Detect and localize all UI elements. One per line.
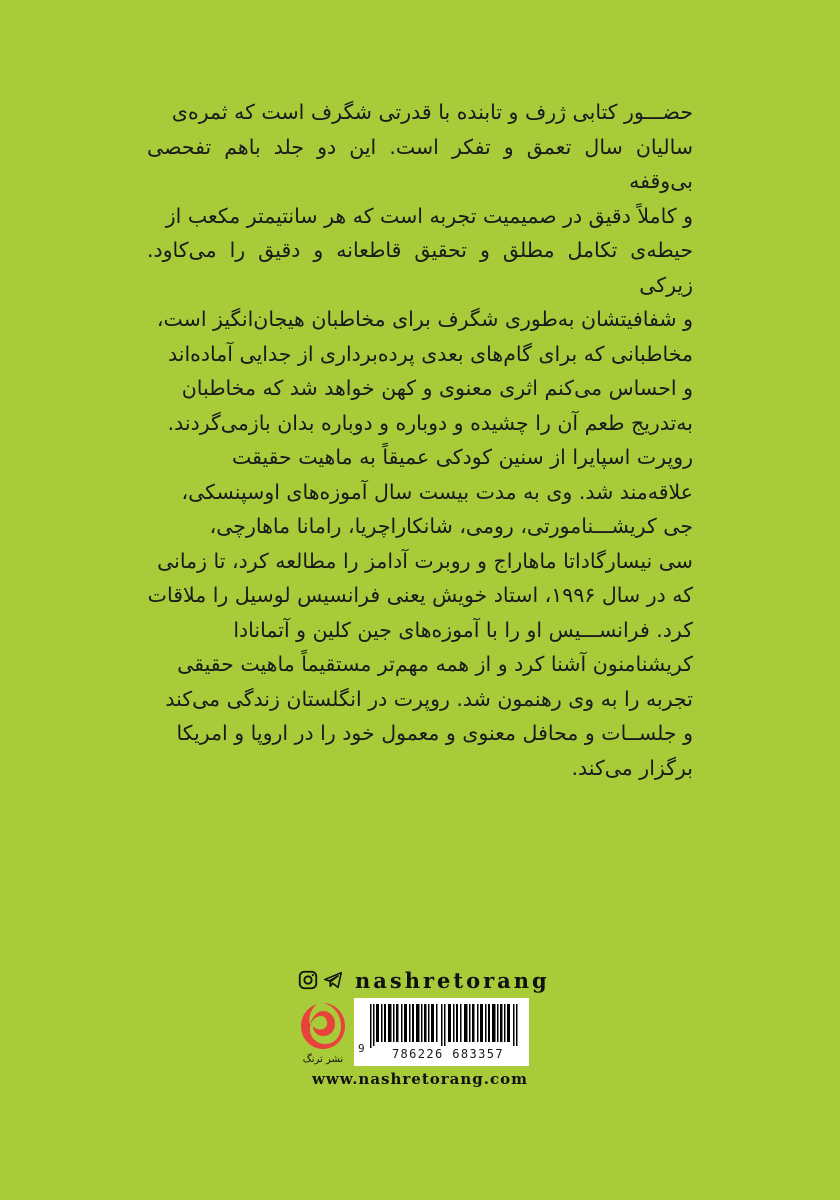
telegram-icon[interactable] — [322, 969, 344, 991]
blurb-line: برگزار می‌کند. — [571, 755, 693, 780]
back-cover-blurb — [147, 95, 693, 785]
publisher-name: نشر ترنگ — [302, 1054, 344, 1065]
blurb-line: کرد. فرانســـیس او را با آموزه‌های جین کلین و آتمانادا — [233, 617, 693, 642]
blurb-line: کریشنامنون آشنا کرد و از همه مهم‌تر مستقیماً ماهیت حقیقی — [177, 652, 693, 676]
blurb-line: علاقه‌مند شد. وی به مدت بیست سال آموزه‌های اوسپنسکی، — [181, 479, 693, 504]
blurb-line: مخاطبانی که برای گام‌های بعدی پرده‌برداری از جدایی آماده‌اند — [168, 341, 693, 366]
isbn-barcode — [354, 998, 529, 1066]
blurb-line: تجربه را به وی رهنمون شد. روپرت در انگلستان زندگی می‌کند — [165, 686, 693, 711]
blurb-line: حیطه‌ی تکامل مطلق و تحقیق قاطعانه و دقیق را می‌کاود. زیرکی — [147, 238, 693, 297]
blurb-line: روپرت اسپایرا از سنین کودکی عمیقاً به ماهیت حقیقت — [232, 445, 693, 469]
instagram-icon[interactable] — [297, 969, 319, 991]
blurb-line: که در سال ۱۹۹۶، استاد خویش یعنی فرانسیس لوسیل را ملاقات — [147, 583, 693, 607]
publisher-logo — [297, 1000, 349, 1068]
social-row — [297, 962, 550, 998]
social-handle: nashretorang — [355, 967, 550, 993]
blurb-line: حضـــور کتابی ژرف و تابنده با قدرتی شگرف است که ثمره‌ی — [171, 100, 693, 124]
barcode-bars — [370, 1004, 520, 1048]
blurb-line: به‌تدریج طعم آن را چشیده و دوباره و دوباره بدان بازمی‌گردند. — [167, 410, 693, 435]
blurb-line: و شفافیتشان به‌طوری شگرف برای مخاطبان هیجان‌انگیز است، — [156, 307, 693, 331]
website-link[interactable]: www.nashretorang.com — [311, 1070, 529, 1088]
isbn-first-digit: 9 — [358, 1042, 365, 1055]
isbn-number: 786226 683357 — [373, 1046, 523, 1062]
blurb-line: سالیان سال تعمق و تفکر است. این دو جلد باهم تفحصی بی‌وقفه — [147, 134, 693, 193]
blurb-line: و کاملاً دقیق در صمیمیت تجربه است که هر سانتیمتر مکعب از — [165, 203, 693, 228]
blurb-line: جی کریشـــنامورتی، رومی، شانکاراچریا، رامانا ماهارچی، — [209, 514, 693, 538]
blurb-line: و احساس می‌کنم اثری معنوی و کهن خواهد شد که مخاطبان — [181, 376, 693, 400]
blurb-line: سی نیسارگاداتا ماهاراج و روبرت آدامز را مطالعه کرد، تا زمانی — [157, 548, 693, 573]
blurb-line: و جلســات و محافل معنوی و معمول خود را در اروپا و امریکا — [176, 721, 693, 745]
publisher-logo-mark — [297, 1000, 349, 1052]
